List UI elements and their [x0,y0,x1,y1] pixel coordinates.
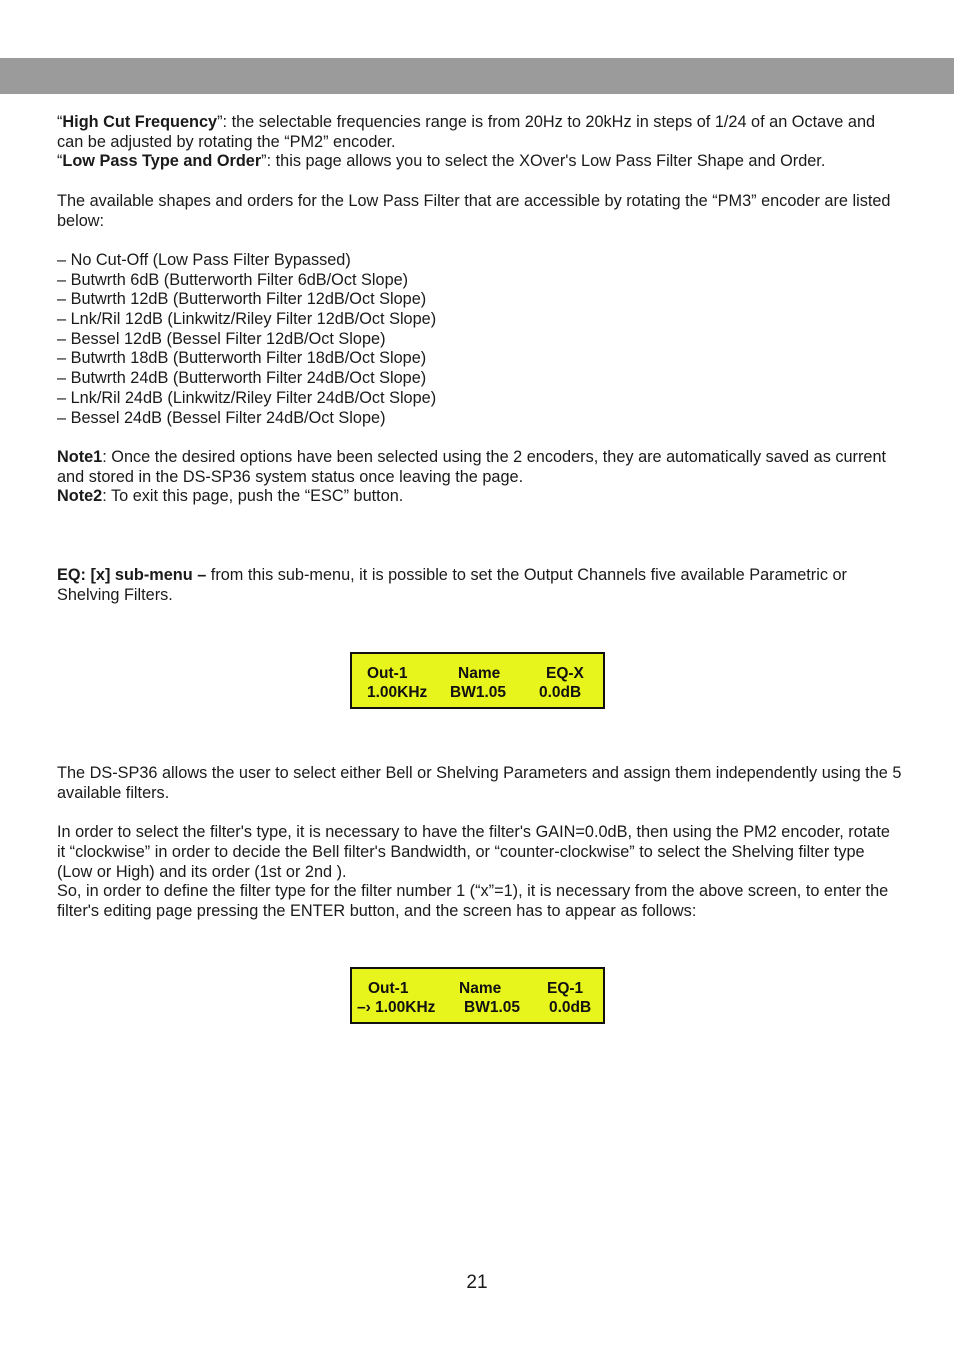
bell-shelving-paragraph: The DS-SP36 allows the user to select either Bell or Shelving Parameters and assign them independently using the 5 available filters. [57,764,902,802]
eq-submenu-text: from this sub-menu, it is possible to set the Output Channels five available Parametric or Shelving Filters. [57,566,847,604]
list-item: – Lnk/Ril 24dB (Linkwitz/Riley Filter 24dB/Oct Slope) [57,388,437,407]
eq-submenu-paragraph [57,566,902,605]
lcd-frequency-with-cursor: –› 1.00KHz [357,999,436,1016]
lcd-eq-label: EQ-1 [547,980,584,997]
quote-mark: “ [57,152,63,171]
eq-submenu-term: EQ: [x] sub-menu – [57,566,207,585]
lcd-bandwidth: BW1.05 [464,999,520,1016]
low-pass-text: ”: this page allows you to select the XOver's Low Pass Filter Shape and Order. [261,152,826,171]
lcd-output-label: Out-1 [367,665,408,682]
define-filter-paragraph: So, in order to define the filter type for the filter number 1 (“x”=1), it is necessary from the above screen, to enter the filter's editing page pressing the ENTER button, and the screen has to appear as follows: [57,882,889,920]
lcd-name-label: Name [458,665,501,682]
list-item: – Butwrth 18dB (Butterworth Filter 18dB/Oct Slope) [57,349,427,368]
note1-label: Note1 [57,447,103,466]
lcd-gain: 0.0dB [549,999,592,1016]
high-cut-text: ”: the selectable frequencies range is from 20Hz to 20kHz in steps of 1/24 of an Octave and can be adjusted by rotating the “PM2” encoder. [57,113,876,151]
lcd-gain: 0.0dB [539,684,582,701]
lcd-output-label: Out-1 [368,980,409,997]
low-pass-term: Low Pass Type and Order [62,152,262,171]
lcd-display-eq-x [350,652,605,709]
lcd-frequency: 1.00KHz [367,684,428,701]
high-cut-paragraph [57,113,902,152]
note1-paragraph [57,448,902,487]
list-item: – Butwrth 12dB (Butterworth Filter 12dB/Oct Slope) [57,290,427,309]
page-content-lower [57,764,902,922]
note2-label: Note2 [57,487,103,506]
lcd-display-eq-1 [350,967,605,1024]
list-item: – Butwrth 24dB (Butterworth Filter 24dB/Oct Slope) [57,369,427,388]
list-item: – Lnk/Ril 12dB (Linkwitz/Riley Filter 12dB/Oct Slope) [57,310,437,328]
quote-mark: “ [57,113,63,131]
shapes-intro-paragraph: The available shapes and orders for the Low Pass Filter that are accessible by rotating the “PM3” encoder are listed below: [57,191,891,230]
lcd-bandwidth: BW1.05 [450,684,506,701]
header-bar [0,58,954,94]
lcd-eq-label: EQ-X [546,665,584,682]
high-cut-term: High Cut Frequency [62,113,218,131]
note2-text: : To exit this page, push the “ESC” button. [102,487,404,506]
note2-paragraph [57,487,902,507]
filter-type-paragraph: In order to select the filter's type, it is necessary to have the filter's GAIN=0.0dB, then using the PM2 encoder, rotate it “clockwise” in order to decide the Bell filter's Bandwidth, or “counter-clockwise” to select the Shelving filter type (Low or High) and its order (1st or 2nd ). [57,823,890,881]
page-content [57,113,902,605]
list-item: – Bessel 24dB (Bessel Filter 24dB/Oct Slope) [57,408,386,427]
page-number: 21 [466,1272,488,1293]
lcd-name-label: Name [459,980,502,997]
list-item: – Butwrth 6dB (Butterworth Filter 6dB/Oct Slope) [57,270,409,289]
low-pass-paragraph [57,152,902,172]
note1-text: : Once the desired options have been selected using the 2 encoders, they are automatically saved as current and stored in the DS-SP36 system status once leaving the page. [57,447,887,486]
list-item: – No Cut-Off (Low Pass Filter Bypassed) [57,250,351,269]
filter-list [57,251,902,428]
list-item: – Bessel 12dB (Bessel Filter 12dB/Oct Slope) [57,329,386,348]
